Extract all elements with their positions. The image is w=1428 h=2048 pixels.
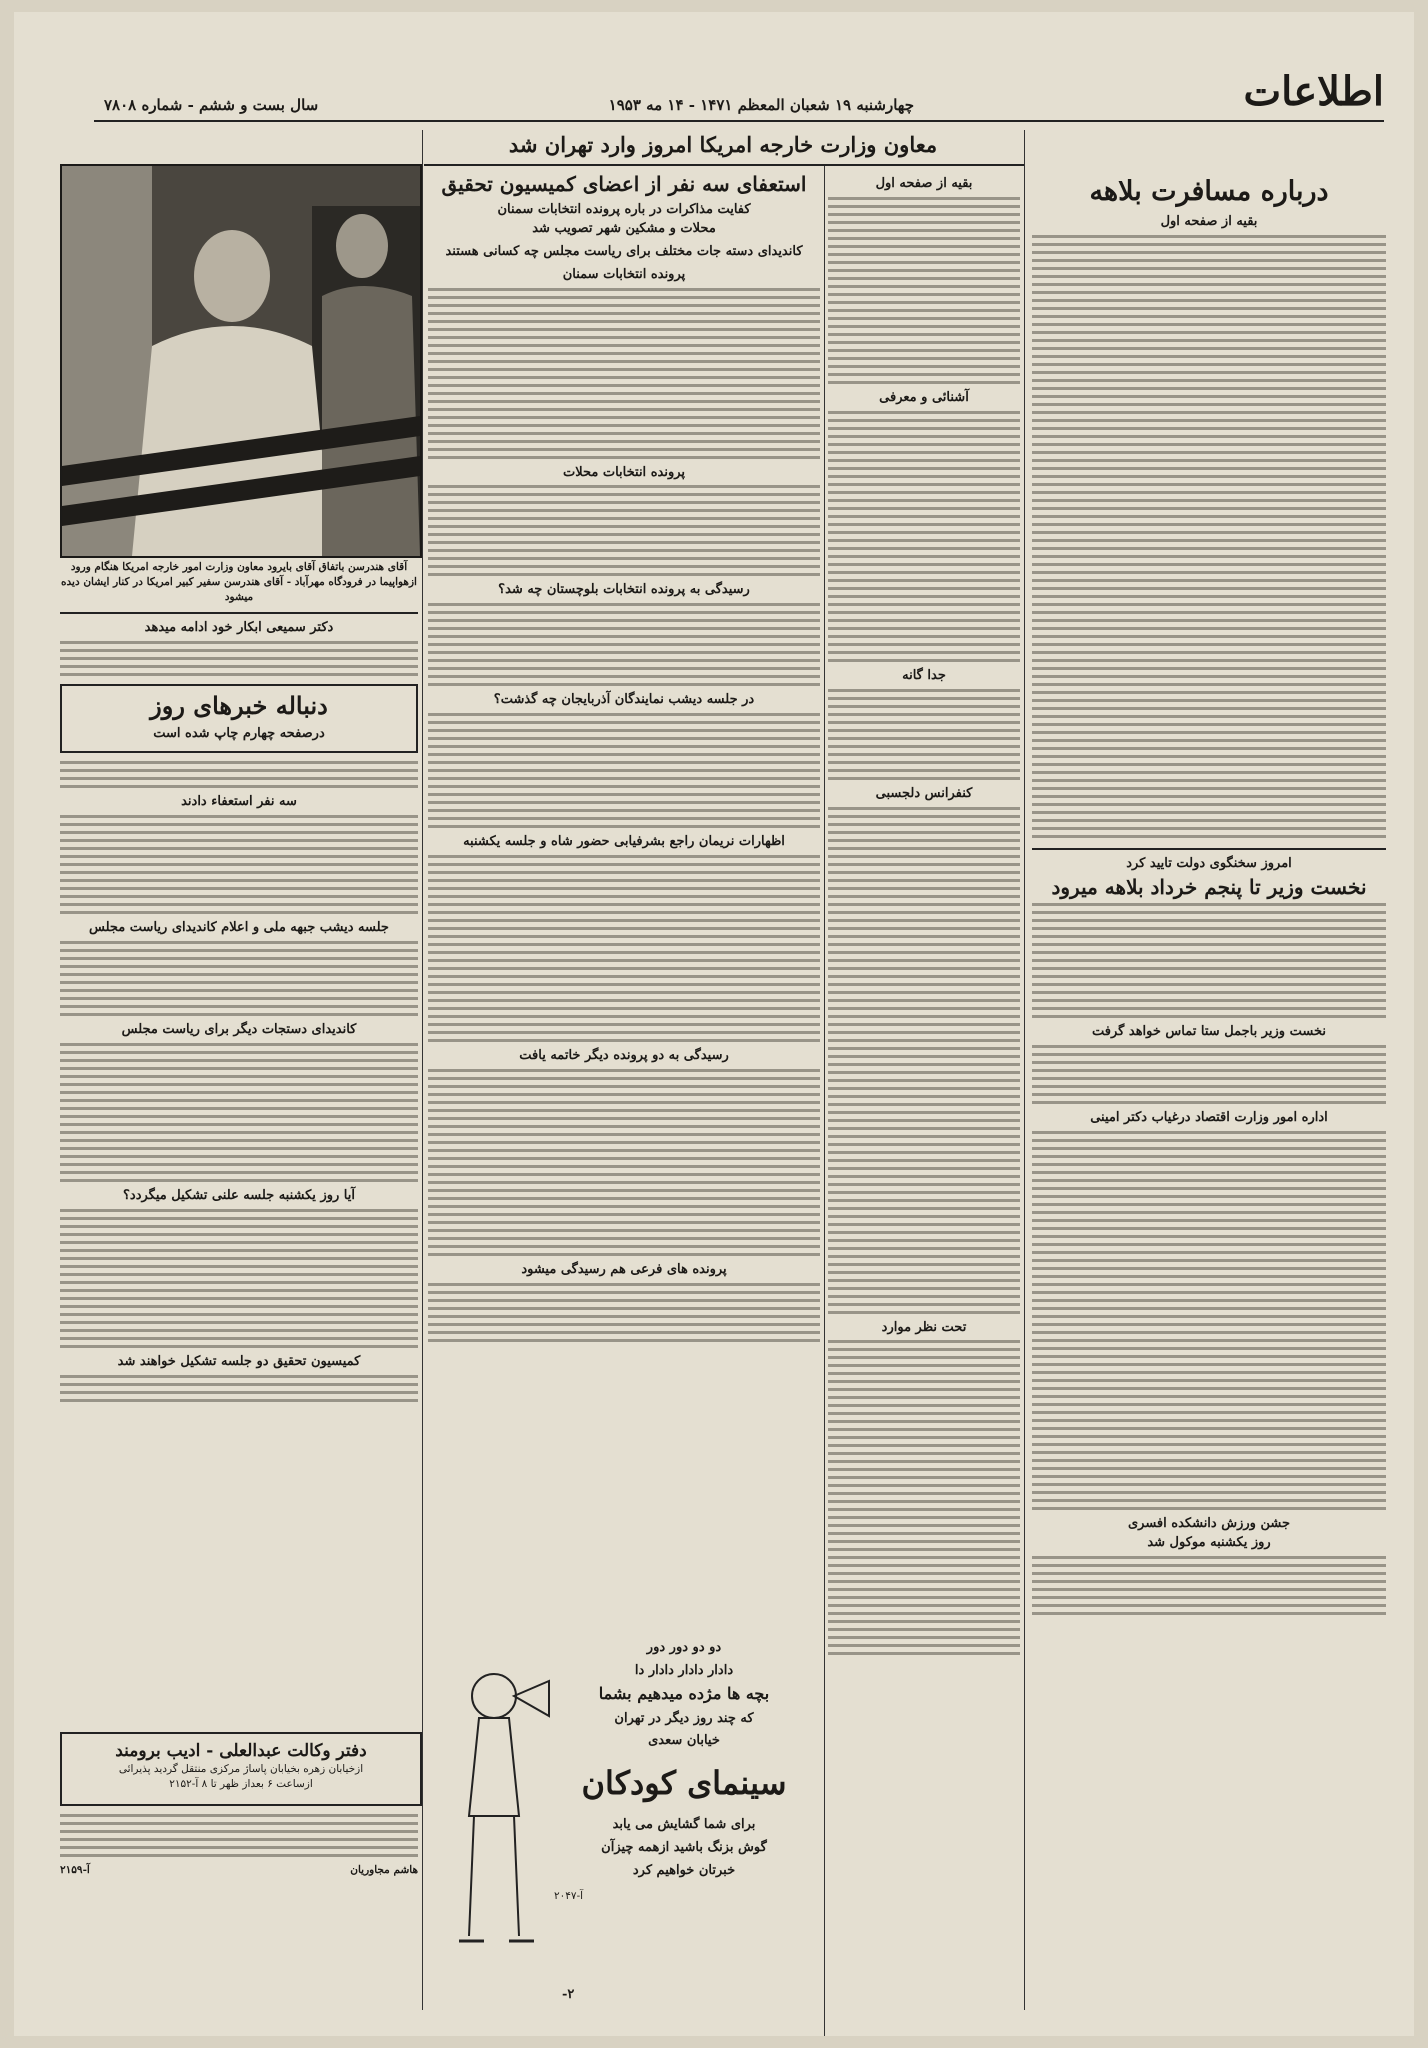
article-body <box>60 761 418 788</box>
box-title: دنباله خبرهای روز <box>150 690 328 720</box>
page-number: ۲- <box>562 1987 575 2002</box>
section-heading: رسیدگی به دو پرونده دیگر خاتمه یافت <box>519 1048 729 1064</box>
ad-code: آ-۲۰۴۷ <box>554 1890 584 1903</box>
ad-hours: ازساعت ۶ بعداز ظهر تا ۸ آ-۲۱۵۲ <box>169 1778 313 1791</box>
continued-note: بقیه از صفحه اول <box>1160 214 1258 230</box>
middle-narrow-column <box>828 170 1020 1655</box>
ad-signature: هاشم مجاوریان <box>350 1864 418 1876</box>
notice-ad <box>60 1810 418 1878</box>
article-body <box>1032 1131 1386 1510</box>
right-column <box>1032 130 1386 1615</box>
banner-headline: معاون وزارت خارجه امریکا امروز وارد تهران شد <box>508 132 938 157</box>
ad-line: که چند روز دیگر در تهران <box>614 1710 754 1726</box>
subheadline: کفایت مذاکرات در باره پرونده انتخابات سمنان <box>497 202 751 217</box>
article-body <box>60 815 418 914</box>
article-body <box>428 603 820 686</box>
article-body <box>1032 903 1386 1018</box>
ad-line: خیابان سعدی <box>648 1733 720 1749</box>
article-body <box>428 713 820 828</box>
subheadline: محلات و مشکین شهر تصویب شد <box>532 220 716 236</box>
section-heading: آشنائی و معرفی <box>879 389 969 405</box>
article-body <box>1032 1556 1386 1615</box>
section-heading: کمیسیون تحقیق دو جلسه تشکیل خواهند شد <box>117 1353 361 1369</box>
article-body <box>428 1069 820 1256</box>
left-column <box>60 560 418 1402</box>
subheadline: کاندیدای دسته جات مختلف برای ریاست مجلس چه کسانی هستند <box>445 243 803 259</box>
section-heading: روز یکشنبه موکول شد <box>1147 1534 1271 1550</box>
article-body <box>828 197 1020 384</box>
section-heading: کاندیدای دستجات دیگر برای ریاست مجلس <box>121 1022 357 1038</box>
section-heading: دکتر سمیعی ابکار خود ادامه میدهد <box>144 619 334 635</box>
article-body <box>60 1209 418 1348</box>
article-body <box>60 1043 418 1182</box>
issue-date: چهارشنبه ۱۹ شعبان المعظم ۱۴۷۱ - ۱۴ مه ۱۹۵۳ <box>608 96 914 114</box>
masthead <box>94 68 1384 122</box>
photo-caption: آقای هندرسن باتفاق آقای بایرود معاون وزارت امور خارجه امریکا هنگام ورود ازهواپیما در فرودگاه مهرآباد - آقای هندرسن سفیر کبیر امریکا در کنار ایشان دیده میشود <box>61 561 417 604</box>
section-heading: جلسه دیشب جبهه ملی و اعلام کاندیدای ریاست مجلس <box>89 920 389 936</box>
section-heading: نخست وزیر باجمل ستا تماس خواهد گرفت <box>1092 1024 1326 1040</box>
section-heading: پرونده های فرعی هم رسیدگی میشود <box>521 1262 727 1278</box>
article-body <box>60 641 418 676</box>
cinema-title: سینمای کودکان <box>581 1764 787 1803</box>
section-heading: رسیدگی به پرونده انتخابات بلوچستان چه شد؟ <box>498 582 750 598</box>
article-body <box>60 941 418 1016</box>
box-subtitle: درصفحه چهارم چاپ شده است <box>153 726 325 742</box>
daily-news-box <box>60 684 418 754</box>
article-body <box>60 1375 418 1402</box>
ad-body <box>60 1814 418 1857</box>
article-body <box>428 288 820 459</box>
section-heading: اداره امور وزارت اقتصاد درغیاب دکتر امینی <box>1090 1110 1328 1126</box>
section-heading: آیا روز یکشنبه جلسه علنی تشکیل میگردد؟ <box>123 1187 355 1203</box>
ad-line: برای شما گشایش می یابد <box>612 1816 756 1832</box>
article-body <box>428 855 820 1042</box>
news-photo <box>60 164 422 558</box>
banner-rule <box>424 164 1024 166</box>
newspaper-logo: اطلاعات <box>1243 68 1384 115</box>
ad-code: آ-۲۱۵۹ <box>60 1864 90 1876</box>
headline-resignation: استعفای سه نفر از اعضای کمیسیون تحقیق <box>441 172 807 196</box>
article-body <box>828 1340 1020 1655</box>
section-heading: پرونده انتخابات سمنان <box>562 266 686 282</box>
issue-number: سال بست و ششم - شماره ۷۸۰۸ <box>104 96 319 114</box>
ad-line: بچه ها مژده میدهیم بشما <box>598 1683 770 1703</box>
article-body <box>1032 1045 1386 1104</box>
column-rule <box>1024 130 1025 2010</box>
ad-line: خبرتان خواهیم کرد <box>632 1862 736 1878</box>
column-rule <box>422 130 423 2010</box>
section-heading: کنفرانس دلجسبی <box>875 785 973 801</box>
section-heading: پرونده انتخابات محلات <box>562 464 686 480</box>
law-office-ad <box>60 1732 422 1806</box>
article-body <box>428 1283 820 1342</box>
section-heading: سه نفر استعفاء دادند <box>181 794 297 810</box>
column-rule <box>824 164 825 2036</box>
continued-note: بقیه از صفحه اول <box>875 176 973 191</box>
headline-prime-minister: نخست وزیر تا پنجم خرداد بلاهه میرود <box>1051 875 1367 900</box>
ad-line: دادار دادار دادار دا <box>634 1662 734 1678</box>
section-heading: در جلسه دیشب نمایندگان آذربایجان چه گذشت؟ <box>493 692 755 708</box>
section-heading: جدا گانه <box>902 667 946 683</box>
article-body <box>1032 235 1386 838</box>
ad-line: گوش بزنگ باشید ازهمه چیزآن <box>601 1839 767 1855</box>
ad-title: دفتر وکالت عبدالعلی - ادیب برومند <box>115 1741 367 1761</box>
headline-hague-trip: درباره مسافرت بلاهه <box>1089 176 1329 207</box>
ad-line: دو دو دور دور <box>646 1640 722 1655</box>
newspaper-page <box>14 12 1414 2036</box>
article-body <box>828 411 1020 662</box>
section-heading: جشن ورزش دانشکده افسری <box>1127 1515 1290 1531</box>
section-heading: تحت نظر موارد <box>881 1319 967 1335</box>
child-trumpet-illustration <box>434 1656 554 1976</box>
article-body <box>428 485 820 576</box>
article-body <box>828 689 1020 780</box>
center-column <box>428 172 820 1342</box>
ad-text: ازخیابان زهره بخیابان پاساژ مرکزی منتقل گردید پذیرائی <box>118 1763 364 1776</box>
article-body <box>828 807 1020 1314</box>
subhead-spokesman: امروز سخنگوی دولت تایید کرد <box>1126 856 1292 872</box>
section-heading: اظهارات نریمان راجع بشرفیابی حضور شاه و جلسه یکشنبه <box>463 834 785 850</box>
cinema-ad <box>432 1626 820 2004</box>
